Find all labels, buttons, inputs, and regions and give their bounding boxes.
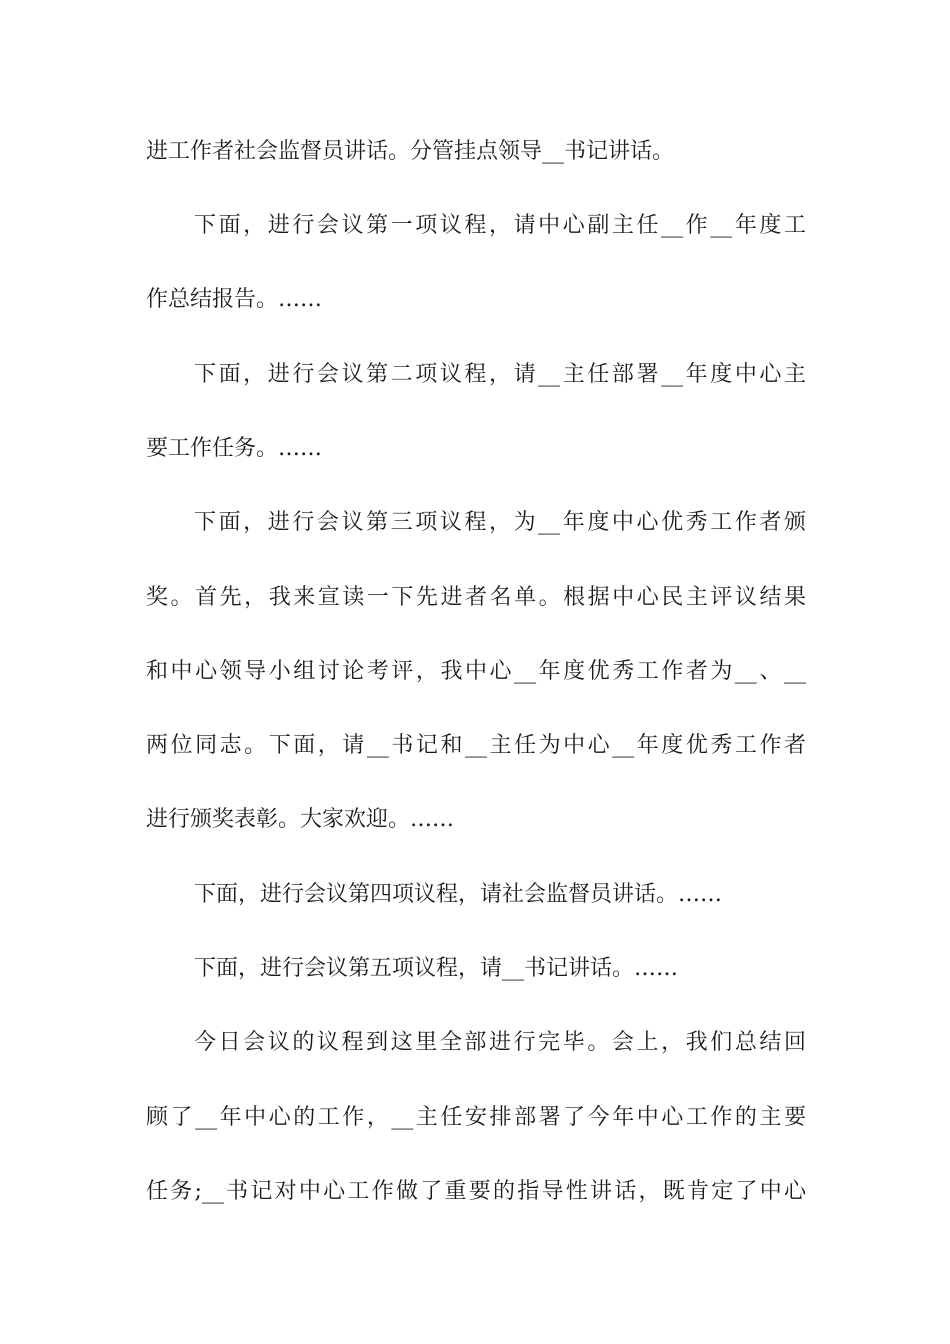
text-line-12: 下面，进行会议第五项议程，请__书记讲话。…… [194, 956, 679, 981]
text-line-7: 奖。首先，我来宣读一下先进者名单。根据中心民主评议结果 [146, 585, 806, 610]
text-line-6: 下面，进行会议第三项议程，为__年度中心优秀工作者颁 [194, 510, 806, 535]
text-line-9: 两位同志。下面，请__书记和__主任为中心__年度优秀工作者 [146, 733, 806, 758]
text-line-15: 任务;__书记对中心工作做了重要的指导性讲话，既肯定了中心 [146, 1179, 806, 1204]
text-line-2: 下面，进行会议第一项议程，请中心副主任__作__年度工 [194, 213, 806, 238]
text-line-13: 今日会议的议程到这里全部进行完毕。会上，我们总结回 [194, 1030, 806, 1055]
text-line-1: 进工作者社会监督员讲话。分管挂点领导__书记讲话。 [146, 139, 675, 164]
text-line-3: 作总结报告。…… [146, 287, 323, 312]
text-line-10: 进行颁奖表彰。大家欢迎。…… [146, 807, 455, 832]
text-line-14: 顾了__年中心的工作，__主任安排部署了今年中心工作的主要 [146, 1105, 806, 1130]
text-line-5: 要工作任务。…… [146, 436, 323, 461]
text-line-4: 下面，进行会议第二项议程，请__主任部署__年度中心主 [194, 362, 806, 387]
text-line-11: 下面，进行会议第四项议程，请社会监督员讲话。…… [194, 882, 723, 907]
text-line-8: 和中心领导小组讨论考评，我中心__年度优秀工作者为__、__ [146, 659, 806, 684]
